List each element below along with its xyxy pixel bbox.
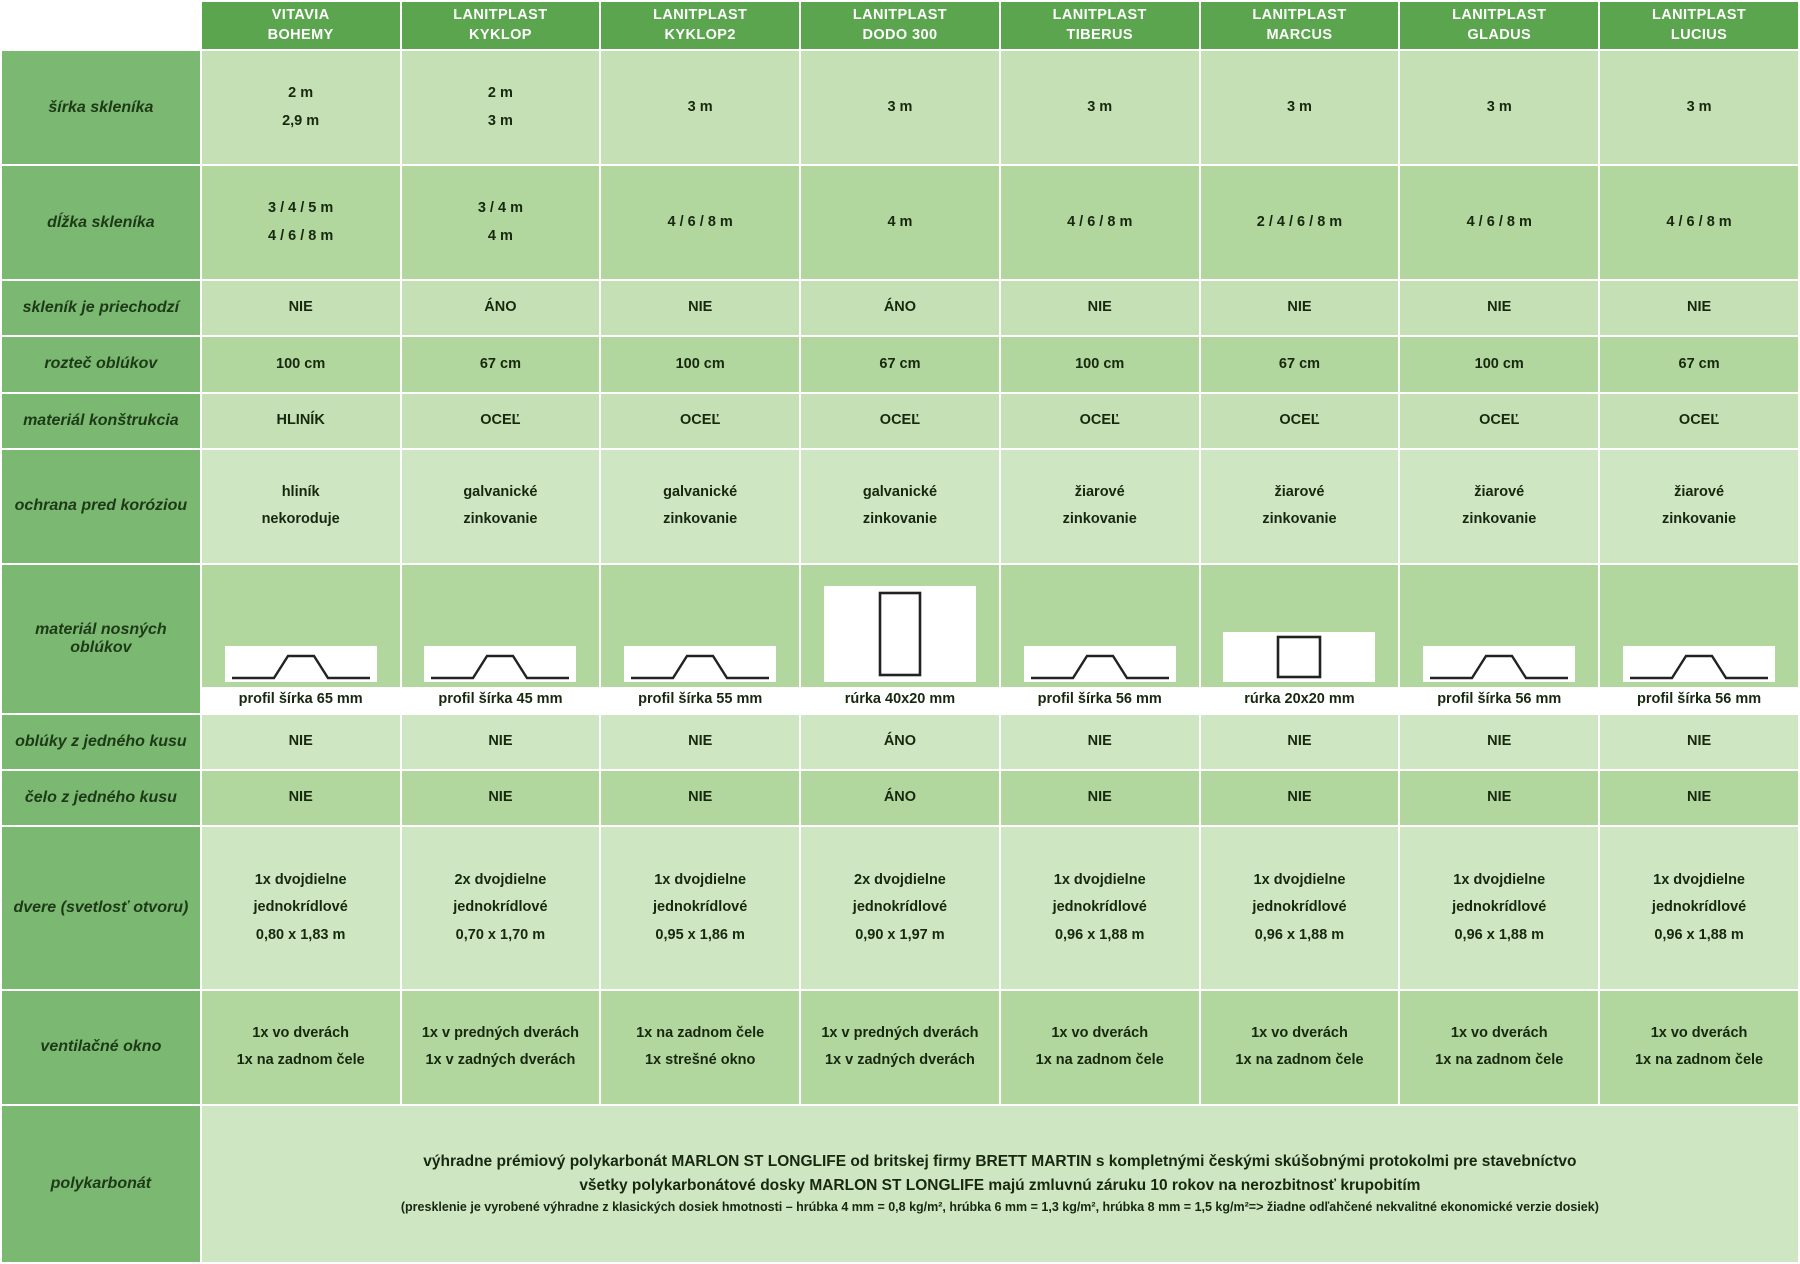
table-cell <box>401 449 601 564</box>
cell-line: NIE <box>1087 789 1112 806</box>
column-header-brand: VITAVIA <box>271 7 330 23</box>
cell-line: 0,70 x 1,70 m <box>455 926 546 943</box>
column-header-model: KYKLOP <box>469 26 532 43</box>
cell-line: NIE <box>1487 732 1512 749</box>
table-cell <box>1399 165 1599 280</box>
trapezoid-profile-icon <box>624 646 776 682</box>
cell-line: 4 m <box>487 227 513 244</box>
table-cell <box>600 770 800 826</box>
polycarbonate-description <box>201 1105 1799 1263</box>
cell-line: galvanické <box>663 483 738 500</box>
cell-line: ÁNO <box>883 299 917 316</box>
cell-line: 1x strešné okno <box>644 1052 756 1069</box>
column-header-gladus <box>1399 1 1599 50</box>
table-row <box>1 165 1799 280</box>
table-cell <box>1599 50 1799 165</box>
cell-line: žiarové <box>1674 483 1725 500</box>
table-cell <box>1200 50 1400 165</box>
cell-line: 3 m <box>687 98 713 115</box>
table-cell <box>800 990 1000 1105</box>
profile-caption: profil šírka 55 mm <box>601 687 799 713</box>
cell-line: jednokrídlové <box>1052 899 1147 916</box>
cell-line: 1x vo dverách <box>1051 1024 1149 1041</box>
cell-line: NIE <box>1287 299 1312 316</box>
profile-cell <box>401 564 601 714</box>
profile-caption: profil šírka 56 mm <box>1001 687 1199 713</box>
cell-line: OCEĽ <box>1079 411 1120 428</box>
table-cell <box>1200 393 1400 449</box>
cell-line: OCEĽ <box>1279 411 1320 428</box>
profile-cell <box>1399 564 1599 714</box>
cell-line: 4 m <box>887 213 913 230</box>
table-cell <box>401 50 601 165</box>
cell-line: OCEĽ <box>480 411 521 428</box>
profile-cell <box>600 564 800 714</box>
column-header-kyklop <box>401 1 601 50</box>
cell-line: 0,95 x 1,86 m <box>655 926 745 943</box>
table-cell <box>1200 280 1400 336</box>
table-cell <box>401 336 601 392</box>
table-cell <box>600 50 800 165</box>
table-body <box>1 50 1799 1263</box>
cell-line: 4 / 6 / 8 m <box>667 213 733 230</box>
cell-line: 0,90 x 1,97 m <box>855 926 945 943</box>
column-header-brand: LANITPLAST <box>1651 7 1747 23</box>
cell-line: NIE <box>1686 732 1712 749</box>
cell-line: ÁNO <box>484 299 517 316</box>
cell-line: NIE <box>288 299 313 316</box>
table-cell <box>600 165 800 280</box>
cell-line: jednokrídlové <box>852 899 948 916</box>
trapezoid-profile-icon <box>225 646 377 682</box>
cell-line: NIE <box>488 789 513 806</box>
cell-line: jednokrídlové <box>1252 899 1347 916</box>
table-cell <box>600 280 800 336</box>
cell-line: 2 / 4 / 6 / 8 m <box>1256 213 1343 230</box>
cell-line: 1x na zadnom čele <box>1435 1052 1564 1069</box>
table-cell <box>600 826 800 990</box>
cell-line: 2x dvojdielne <box>854 871 946 888</box>
cell-line: 1x dvojdielne <box>1053 871 1146 888</box>
cell-line: 1x dvojdielne <box>1653 871 1745 888</box>
profile-caption: profil šírka 65 mm <box>202 687 400 713</box>
table-cell <box>800 393 1000 449</box>
table-cell <box>1200 336 1400 392</box>
row-label: ochrana pred koróziou <box>1 449 201 564</box>
table-row <box>1 393 1799 449</box>
cell-line: OCEĽ <box>680 411 721 428</box>
cell-line: NIE <box>688 732 713 749</box>
table-cell <box>1000 336 1200 392</box>
profile-illustration <box>1201 565 1399 713</box>
cell-line: 2x dvojdielne <box>454 871 547 888</box>
cell-line: jednokrídlové <box>653 899 748 916</box>
cell-line: 4 / 6 / 8 m <box>268 227 334 244</box>
table-cell <box>401 393 601 449</box>
profile-illustration <box>402 565 600 713</box>
table-cell <box>1200 990 1400 1105</box>
cell-line: HLINÍK <box>276 411 325 428</box>
table-cell <box>1200 714 1400 770</box>
table-cell <box>201 165 401 280</box>
cell-line: 1x vo dverách <box>1251 1024 1348 1041</box>
table-cell <box>1200 165 1400 280</box>
table-cell <box>1599 990 1799 1105</box>
table-cell <box>401 990 601 1105</box>
row-label: dĺžka skleníka <box>1 165 201 280</box>
column-header-model: LUCIUS <box>1670 26 1728 43</box>
table-cell <box>201 449 401 564</box>
row-label: šírka skleníka <box>1 50 201 165</box>
table-cell <box>201 990 401 1105</box>
table-cell <box>401 826 601 990</box>
table-row <box>1 449 1799 564</box>
table-header <box>1 1 1799 50</box>
cell-line: ÁNO <box>883 732 917 749</box>
profile-cell <box>1000 564 1200 714</box>
rectangular-tube-icon <box>824 586 976 682</box>
table-cell <box>600 336 800 392</box>
table-row <box>1 280 1799 336</box>
table-cell <box>201 826 401 990</box>
table-row <box>1 714 1799 770</box>
table-cell <box>1200 826 1400 990</box>
table-cell <box>600 990 800 1105</box>
table-cell <box>1000 280 1200 336</box>
cell-line: 1x v predných dverách <box>821 1024 979 1041</box>
cell-line: 0,96 x 1,88 m <box>1054 926 1145 943</box>
cell-line: zinkovanie <box>862 511 938 528</box>
cell-line: NIE <box>688 789 713 806</box>
cell-line: zinkovanie <box>663 511 738 528</box>
cell-line: NIE <box>1686 299 1712 316</box>
row-label: dvere (svetlosť otvoru) <box>1 826 201 990</box>
table-cell <box>1599 393 1799 449</box>
profile-caption: profil šírka 56 mm <box>1600 687 1798 713</box>
cell-line: 100 cm <box>276 355 326 372</box>
table-cell <box>1000 393 1200 449</box>
cell-line: NIE <box>1487 789 1512 806</box>
cell-line: 1x vo dverách <box>1650 1024 1748 1041</box>
cell-line: 1x v zadných dverách <box>824 1052 975 1069</box>
column-header-tiberus <box>1000 1 1200 50</box>
cell-line: 1x vo dverách <box>1450 1024 1548 1041</box>
profile-cell <box>1200 564 1400 714</box>
cell-line: 3 m <box>1686 98 1712 115</box>
column-header-model: KYKLOP2 <box>664 26 736 43</box>
profile-cell <box>800 564 1000 714</box>
cell-line: NIE <box>1487 299 1512 316</box>
column-header-marcus <box>1200 1 1400 50</box>
cell-line: 3 m <box>887 98 913 115</box>
cell-line: 2 m <box>487 85 513 102</box>
table-cell <box>401 714 601 770</box>
column-header-model: BOHEMY <box>267 26 334 43</box>
cell-line: 67 cm <box>479 355 521 372</box>
table-cell <box>401 165 601 280</box>
cell-line: zinkovanie <box>1661 511 1737 528</box>
cell-line: nekoroduje <box>261 511 340 528</box>
cell-line: 1x na zadnom čele <box>236 1052 365 1069</box>
cell-line: 67 cm <box>879 355 921 372</box>
table-cell <box>1000 770 1200 826</box>
cell-line: NIE <box>1287 789 1312 806</box>
cell-line: 100 cm <box>675 355 725 372</box>
cell-line: žiarové <box>1074 483 1125 500</box>
cell-line: žiarové <box>1274 483 1325 500</box>
table-cell <box>1399 714 1599 770</box>
cell-line: 1x na zadnom čele <box>1634 1052 1764 1069</box>
column-header-kyklop2 <box>600 1 800 50</box>
column-header-model: DODO 300 <box>862 26 938 43</box>
cell-line: jednokrídlové <box>1452 899 1547 916</box>
cell-line: 4 / 6 / 8 m <box>1466 213 1532 230</box>
cell-line: 1x dvojdielne <box>254 871 347 888</box>
polycarbonate-line1: výhradne prémiový polykarbonát MARLON ST LONGLIFE od britskej firmy BRETT MARTIN s kompletnými českými skúšobnými protokolmi pre stavebníctvo <box>423 1153 1577 1171</box>
table-cell <box>1599 165 1799 280</box>
cell-line: 1x na zadnom čele <box>1035 1052 1164 1069</box>
table-row <box>1 50 1799 165</box>
cell-line: 1x dvojdielne <box>1453 871 1546 888</box>
cell-line: 3 / 4 m <box>477 200 523 217</box>
column-header-dodo-300 <box>800 1 1000 50</box>
table-cell <box>800 280 1000 336</box>
cell-line: 1x v predných dverách <box>421 1024 579 1041</box>
cell-line: galvanické <box>463 483 538 500</box>
cell-line: jednokrídlové <box>253 899 348 916</box>
table-cell <box>800 165 1000 280</box>
column-header-model: GLADUS <box>1467 26 1532 43</box>
polycarbonate-line3: (presklenie je vyrobené výhradne z klasických dosiek hmotnosti – hrúbka 4 mm = 0,8 kg/m², hrúbka 6 mm = 1,3 kg/m², hrúbka 8 mm = 1,5 kg/m²=> žiadne odľahčené nekvalitné ekonomické verzie dosiek) <box>400 1200 1599 1215</box>
trapezoid-profile-icon <box>424 646 576 682</box>
cell-line: OCEĽ <box>1678 411 1720 428</box>
header-row <box>1 1 1799 50</box>
profile-illustration <box>1001 565 1199 713</box>
table-cell <box>600 449 800 564</box>
cell-line: NIE <box>1087 299 1112 316</box>
cell-line: zinkovanie <box>463 511 538 528</box>
cell-line: zinkovanie <box>1062 511 1137 528</box>
table-row <box>1 990 1799 1105</box>
table-cell <box>1599 826 1799 990</box>
cell-line: 67 cm <box>1278 355 1321 372</box>
cell-line: 67 cm <box>1678 355 1720 372</box>
table-cell <box>1399 50 1599 165</box>
table-cell <box>1000 165 1200 280</box>
profile-caption: rúrka 40x20 mm <box>801 687 999 713</box>
cell-line: ÁNO <box>883 789 917 806</box>
table-cell <box>1599 336 1799 392</box>
cell-line: 0,96 x 1,88 m <box>1654 926 1744 943</box>
table-cell <box>1000 449 1200 564</box>
table-cell <box>800 714 1000 770</box>
cell-line: 1x v zadných dverách <box>425 1052 576 1069</box>
cell-line: zinkovanie <box>1262 511 1337 528</box>
cell-line: NIE <box>1287 732 1312 749</box>
table-cell <box>800 770 1000 826</box>
column-header-brand: LANITPLAST <box>1052 7 1147 23</box>
cell-line: 0,96 x 1,88 m <box>1454 926 1544 943</box>
cell-line: 0,96 x 1,88 m <box>1254 926 1345 943</box>
table-cell <box>1599 714 1799 770</box>
table-cell <box>1399 280 1599 336</box>
column-header-model: MARCUS <box>1266 26 1333 43</box>
table-cell <box>1599 449 1799 564</box>
table-cell <box>800 449 1000 564</box>
cell-line: NIE <box>688 299 713 316</box>
cell-line: žiarové <box>1474 483 1525 500</box>
cell-line: zinkovanie <box>1462 511 1537 528</box>
column-header-bohemy <box>201 1 401 50</box>
cell-line: 0,80 x 1,83 m <box>255 926 346 943</box>
table-cell <box>1399 336 1599 392</box>
polycarbonate-line2: všetky polykarbonátové dosky MARLON ST LONGLIFE majú zmluvnú záruku 10 rokov na nerozbitnosť krupobitím <box>579 1177 1421 1195</box>
cell-line: 3 m <box>1286 98 1312 115</box>
row-label: skleník je priechodzí <box>1 280 201 336</box>
table-cell <box>800 336 1000 392</box>
row-label: materiál konštrukcia <box>1 393 201 449</box>
cell-line: NIE <box>288 789 313 806</box>
table-cell <box>201 770 401 826</box>
cell-line: 4 / 6 / 8 m <box>1067 213 1133 230</box>
column-header-model: TIBERUS <box>1066 26 1133 43</box>
cell-line: 1x dvojdielne <box>1253 871 1346 888</box>
table-row <box>1 564 1799 714</box>
cell-line: 3 / 4 / 5 m <box>268 200 334 217</box>
trapezoid-profile-icon <box>1623 646 1775 682</box>
table-cell <box>1399 990 1599 1105</box>
cell-line: 1x vo dverách <box>252 1024 350 1041</box>
cell-line: 3 m <box>1486 98 1512 115</box>
table-cell <box>1000 50 1200 165</box>
cell-line: OCEĽ <box>879 411 921 428</box>
cell-line: 1x na zadnom čele <box>1235 1052 1364 1069</box>
table-cell <box>201 393 401 449</box>
profile-caption: profil šírka 45 mm <box>402 687 600 713</box>
row-label: materiál nosných oblúkov <box>1 564 201 714</box>
polycarbonate-row <box>1 1105 1799 1263</box>
table-cell <box>1000 990 1200 1105</box>
cell-line: NIE <box>288 732 313 749</box>
profile-illustration <box>1600 565 1798 713</box>
square-tube-icon <box>1223 632 1375 682</box>
column-header-brand: LANITPLAST <box>453 7 548 23</box>
row-label: čelo z jedného kusu <box>1 770 201 826</box>
column-header-brand: LANITPLAST <box>1252 7 1347 23</box>
column-header-brand: LANITPLAST <box>1452 7 1547 23</box>
table-cell <box>1399 449 1599 564</box>
table-cell <box>800 50 1000 165</box>
cell-line: 4 / 6 / 8 m <box>1666 213 1732 230</box>
profile-illustration <box>801 565 999 713</box>
cell-line: NIE <box>1686 789 1712 806</box>
cell-line: 2,9 m <box>282 112 320 129</box>
column-header-brand: LANITPLAST <box>653 7 748 23</box>
cell-line: NIE <box>1087 732 1112 749</box>
profile-illustration <box>601 565 799 713</box>
table-row <box>1 826 1799 990</box>
table-cell <box>800 826 1000 990</box>
cell-line: 3 m <box>1087 98 1113 115</box>
table-cell <box>600 714 800 770</box>
table-cell <box>600 393 800 449</box>
cell-line: NIE <box>488 732 513 749</box>
profile-caption: rúrka 20x20 mm <box>1201 687 1399 713</box>
cell-line: jednokrídlové <box>1651 899 1747 916</box>
table-cell <box>201 280 401 336</box>
column-header-lucius <box>1599 1 1799 50</box>
cell-line: 2 m <box>288 85 314 102</box>
trapezoid-profile-icon <box>1423 646 1575 682</box>
table-cell <box>1399 393 1599 449</box>
column-header-brand: LANITPLAST <box>852 7 948 23</box>
table-row <box>1 336 1799 392</box>
table-cell <box>1000 826 1200 990</box>
table-cell <box>1200 449 1400 564</box>
cell-line: OCEĽ <box>1479 411 1520 428</box>
table-cell <box>401 280 601 336</box>
cell-line: 1x na zadnom čele <box>636 1024 765 1041</box>
cell-line: hliník <box>281 483 320 500</box>
row-label: polykarbonát <box>1 1105 201 1263</box>
cell-line: jednokrídlové <box>453 899 548 916</box>
table-cell <box>1599 770 1799 826</box>
table-cell <box>1399 826 1599 990</box>
table-cell <box>201 50 401 165</box>
table-cell <box>201 714 401 770</box>
cell-line: 100 cm <box>1474 355 1524 372</box>
row-label: rozteč oblúkov <box>1 336 201 392</box>
cell-line: 100 cm <box>1075 355 1125 372</box>
profile-illustration <box>1400 565 1598 713</box>
cell-line: 3 m <box>487 112 513 129</box>
table-cell <box>1200 770 1400 826</box>
header-corner-cell <box>1 1 201 50</box>
table-cell <box>1599 280 1799 336</box>
table-cell <box>1399 770 1599 826</box>
cell-line: 1x dvojdielne <box>654 871 747 888</box>
table-cell <box>401 770 601 826</box>
table-row <box>1 770 1799 826</box>
row-label: oblúky z jedného kusu <box>1 714 201 770</box>
trapezoid-profile-icon <box>1024 646 1176 682</box>
table-cell <box>1000 714 1200 770</box>
table-cell <box>201 336 401 392</box>
profile-cell <box>1599 564 1799 714</box>
cell-line: galvanické <box>862 483 938 500</box>
profile-cell <box>201 564 401 714</box>
profile-caption: profil šírka 56 mm <box>1400 687 1598 713</box>
row-label: ventilačné okno <box>1 990 201 1105</box>
profile-illustration <box>202 565 400 713</box>
